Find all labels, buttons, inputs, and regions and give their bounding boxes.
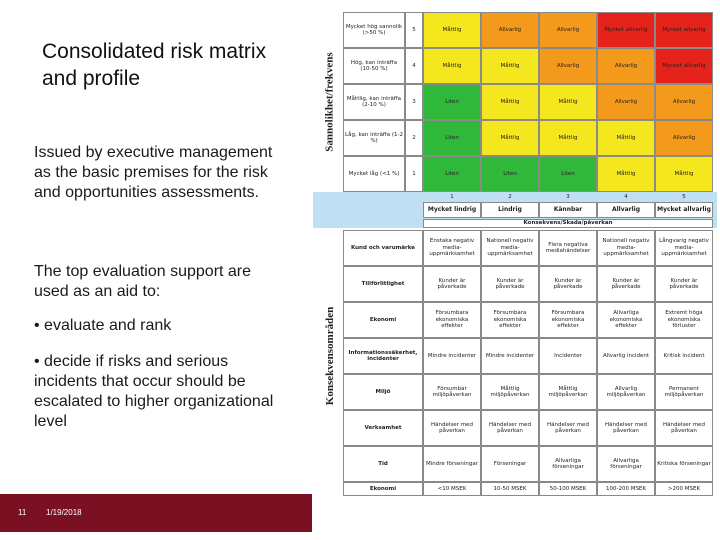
consequence-cell: Händelser med påverkan: [481, 410, 539, 446]
consequence-label: Mycket lindrig: [423, 202, 481, 218]
consequence-cell: <10 MSEK: [423, 482, 481, 496]
consequence-row: [343, 302, 713, 338]
risk-level-cell: Måttlig: [655, 156, 713, 192]
risk-level-cell: Liten: [539, 156, 597, 192]
risk-level-cell: Måttlig: [539, 120, 597, 156]
risk-level-cell: Måttlig: [423, 48, 481, 84]
consequence-row: [343, 230, 713, 266]
consequence-cell: Incidenter: [539, 338, 597, 374]
consequence-row: [343, 338, 713, 374]
risk-level-cell: Allvarlig: [539, 48, 597, 84]
consequence-axis-text: Konsekvensområden: [324, 306, 336, 406]
risk-level-cell: Måttlig: [597, 120, 655, 156]
probability-row: [343, 120, 713, 156]
consequence-cell: Kunder är påverkade: [423, 266, 481, 302]
risk-level-cell: Måttlig: [597, 156, 655, 192]
consequence-area-label: Tillförlitlighet: [343, 266, 423, 302]
consequence-cell: Försumbara ekonomiska effekter: [481, 302, 539, 338]
footer-date: 1/19/2018: [46, 508, 82, 517]
consequence-cell: Nationell negativ media-uppmärksamhet: [597, 230, 655, 266]
risk-level-cell: Liten: [423, 84, 481, 120]
consequence-label: Lindrig: [481, 202, 539, 218]
support-paragraph: The top evaluation support are used as an aid to:: [34, 263, 252, 300]
consequence-cell: Allvarliga ekonomiska effekter: [597, 302, 655, 338]
consequence-cell: Mindre förseningar: [423, 446, 481, 482]
risk-level-cell: Måttlig: [481, 84, 539, 120]
consequence-cell: Kunder är påverkade: [481, 266, 539, 302]
risk-level-cell: Allvarlig: [481, 12, 539, 48]
consequence-cell: Allvarlig miljöpåverkan: [597, 374, 655, 410]
consequence-score: 3: [566, 193, 570, 200]
consequence-caption: Konsekvens/Skada/påverkan: [423, 219, 713, 228]
consequence-cell: Nationell negativ media-uppmärksamhet: [481, 230, 539, 266]
probability-axis-text: Sannolikhet/frekvens: [324, 52, 336, 152]
risk-level-cell: Allvarlig: [655, 120, 713, 156]
consequence-cell: Händelser med påverkan: [539, 410, 597, 446]
consequence-label: Mycket allvarlig: [655, 202, 713, 218]
risk-level-cell: Måttlig: [539, 84, 597, 120]
consequence-cell: Långvarig negativ media-uppmärksamhet: [655, 230, 713, 266]
consequence-cell: Kritisk incident: [655, 338, 713, 374]
consequence-cell: Försumbar miljöpåverkan: [423, 374, 481, 410]
probability-score: 5: [405, 12, 423, 48]
consequence-area-label: Ekonomi: [343, 302, 423, 338]
consequence-cell: 10-50 MSEK: [481, 482, 539, 496]
probability-label: Måttlig, kan inträffa (2-10 %): [343, 84, 405, 120]
consequence-cell: Permanent miljöpåverkan: [655, 374, 713, 410]
probability-score: 2: [405, 120, 423, 156]
consequence-cell: >200 MSEK: [655, 482, 713, 496]
consequence-score: 4: [624, 193, 628, 200]
consequence-cell: Mindre incidenter: [423, 338, 481, 374]
risk-level-cell: Måttlig: [423, 12, 481, 48]
probability-score: 3: [405, 84, 423, 120]
risk-level-cell: Allvarlig: [539, 12, 597, 48]
page-number: 11: [18, 508, 27, 517]
consequence-row: [343, 374, 713, 410]
probability-axis-label: [317, 12, 343, 192]
consequence-cell: Mindre incidenter: [481, 338, 539, 374]
consequence-row: [343, 482, 713, 496]
consequence-area-label: Miljö: [343, 374, 423, 410]
consequence-score-row: [343, 192, 713, 202]
risk-level-cell: Allvarlig: [597, 84, 655, 120]
risk-level-cell: Allvarlig: [597, 48, 655, 84]
consequence-area-label: Verksamhet: [343, 410, 423, 446]
consequence-area-label: Tid: [343, 446, 423, 482]
consequence-label-row: [343, 202, 713, 218]
consequence-cell: Kunder är påverkade: [539, 266, 597, 302]
risk-level-cell: Liten: [423, 120, 481, 156]
consequence-score: 2: [508, 193, 512, 200]
probability-row: [343, 12, 713, 48]
probability-row: [343, 156, 713, 192]
risk-level-cell: Mycket allvarlig: [655, 12, 713, 48]
risk-level-cell: Mycket allvarlig: [655, 48, 713, 84]
risk-matrix-image: [313, 8, 717, 528]
consequence-cell: Försumbara ekonomiska effekter: [539, 302, 597, 338]
consequence-cell: Kunder är påverkade: [655, 266, 713, 302]
consequence-cell: Extremt höga ekonomiska förluster: [655, 302, 713, 338]
consequence-cell: Allvarliga förseningar: [539, 446, 597, 482]
risk-level-cell: Liten: [481, 156, 539, 192]
consequence-score: 1: [450, 193, 454, 200]
consequence-cell: Händelser med påverkan: [597, 410, 655, 446]
risk-level-cell: Måttlig: [481, 48, 539, 84]
consequence-axis-label: [317, 230, 343, 482]
consequence-cell: Allvarlig incident: [597, 338, 655, 374]
risk-level-cell: Allvarlig: [655, 84, 713, 120]
consequence-caption-row: [343, 219, 713, 228]
consequence-cell: Förseningar: [481, 446, 539, 482]
consequence-cell: Händelser med påverkan: [655, 410, 713, 446]
risk-level-cell: Mycket allvarlig: [597, 12, 655, 48]
probability-score: 1: [405, 156, 423, 192]
probability-label: Mycket låg (<1 %): [343, 156, 405, 192]
consequence-label: Allvarlig: [597, 202, 655, 218]
probability-score: 4: [405, 48, 423, 84]
consequence-row: [343, 266, 713, 302]
probability-label: Mycket hög sannolik (>50 %): [343, 12, 405, 48]
footer-bar: [0, 494, 312, 532]
consequence-cell: Måttlig miljöpåverkan: [539, 374, 597, 410]
probability-row: [343, 48, 713, 84]
consequence-score: 5: [682, 193, 686, 200]
consequence-cell: Flera negativa mediahändelser: [539, 230, 597, 266]
consequence-cell: 100-200 MSEK: [597, 482, 655, 496]
consequence-cell: Kritiska förseningar: [655, 446, 713, 482]
consequence-area-label: Ekonomi: [343, 482, 423, 496]
bullet-escalate: • decide if risks and serious incidents that occur should be escalated to higher organizational level: [34, 353, 274, 430]
label-spacer: [343, 202, 423, 218]
consequence-area-label: Kund och varumärke: [343, 230, 423, 266]
risk-level-cell: Liten: [423, 156, 481, 192]
slide-title: Consolidated risk matrix and profile: [42, 40, 267, 90]
score-spacer: [343, 192, 423, 202]
probability-label: Hög, kan inträffa (10-50 %): [343, 48, 405, 84]
consequence-cell: Händelser med påverkan: [423, 410, 481, 446]
probability-row: [343, 84, 713, 120]
intro-paragraph: Issued by executive management as the basic premises for the risk and opportunities assessments.: [34, 144, 273, 201]
consequence-area-label: Informationssäkerhet, incidenter: [343, 338, 423, 374]
consequence-cell: Kunder är påverkade: [597, 266, 655, 302]
consequence-cell: Måttlig miljöpåverkan: [481, 374, 539, 410]
consequence-cell: Allvarliga förseningar: [597, 446, 655, 482]
risk-level-cell: Måttlig: [481, 120, 539, 156]
consequence-cell: Försumbara ekonomiska effekter: [423, 302, 481, 338]
bullet-evaluate: • evaluate and rank: [34, 317, 172, 334]
consequence-cell: Enstaka negativ media-uppmärksamhet: [423, 230, 481, 266]
consequence-cell: 50-100 MSEK: [539, 482, 597, 496]
consequence-label: Kännbar: [539, 202, 597, 218]
consequence-row: [343, 410, 713, 446]
consequence-row: [343, 446, 713, 482]
probability-label: Låg, kan inträffa (1-2 %): [343, 120, 405, 156]
